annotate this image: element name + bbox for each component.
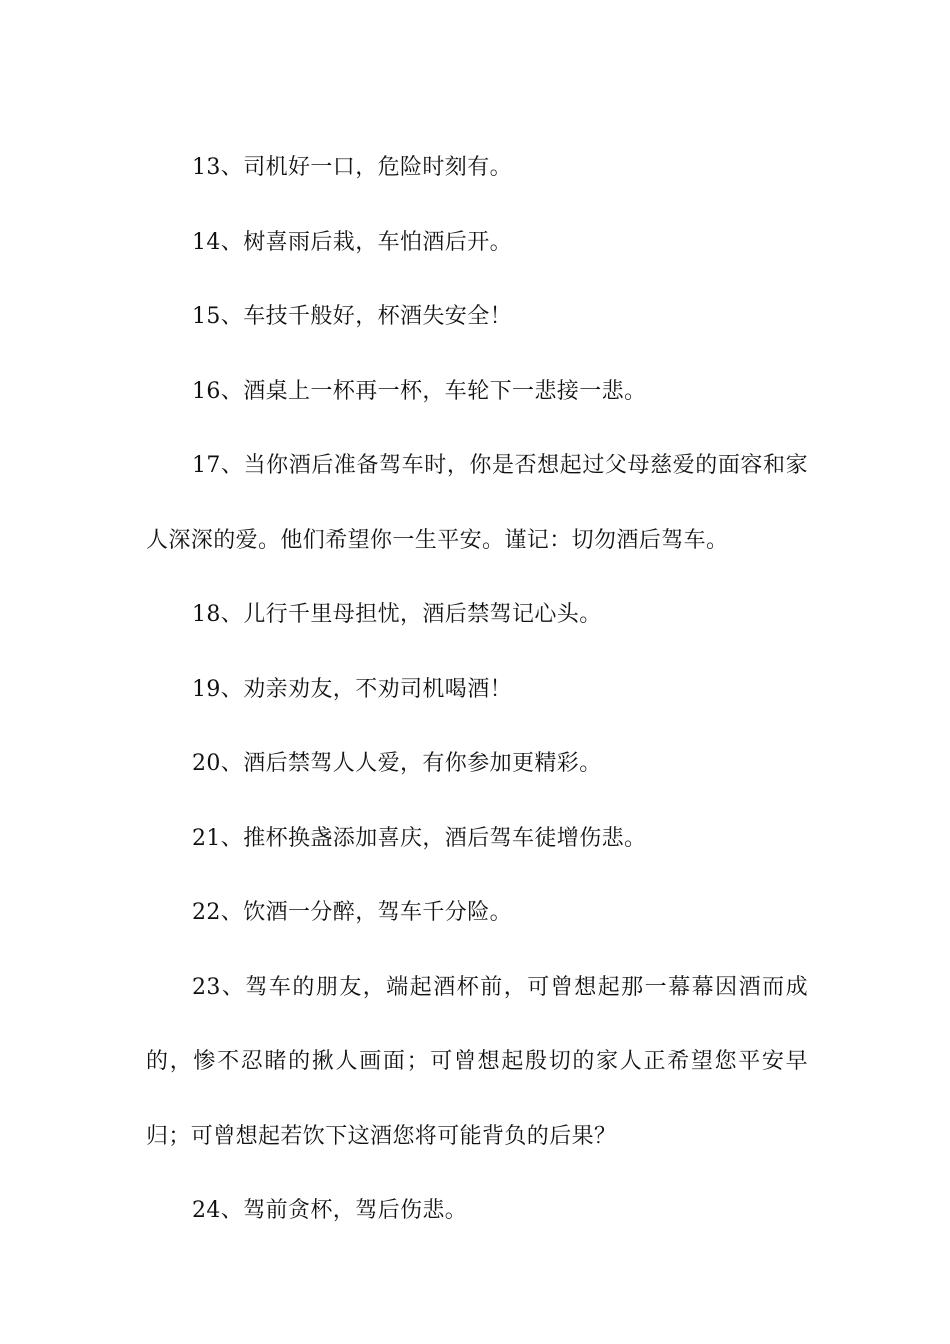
slogan-24: 24、驾前贪杯，驾后伤悲。 xyxy=(192,1198,468,1223)
slogan-18: 18、儿行千里母担忧，酒后禁驾记心头。 xyxy=(192,602,602,627)
slogan-14: 14、树喜雨后栽，车怕酒后开。 xyxy=(192,229,512,255)
slogan-13: 13、司机好一口，危险时刻有。 xyxy=(192,155,512,180)
slogan-23: 23、驾车的朋友，端起酒杯前，可曾想起那一幕幕因酒而成的，惨不忍睹的揪人画面；可曾想起殷切的家人正希望您平安早归；可曾想起若饮下这酒您将可能背负的后果？ xyxy=(146,974,808,1149)
slogan-19: 19、劝亲劝友，不劝司机喝酒！ xyxy=(192,676,512,702)
slogan-16: 16、酒桌上一杯再一杯，车轮下一悲接一悲。 xyxy=(192,378,647,404)
slogan-15: 15、车技千般好，杯酒失安全！ xyxy=(192,304,512,329)
slogan-20: 20、酒后禁驾人人爱，有你参加更精彩。 xyxy=(192,751,602,776)
slogan-17: 17、当你酒后准备驾车时，你是否想起过父母慈爱的面容和家人深深的爱。他们希望你一生平安。谨记：切勿酒后驾车。 xyxy=(146,453,808,553)
slogan-21: 21、推杯换盏添加喜庆，酒后驾车徒增伤悲。 xyxy=(192,825,647,851)
slogan-22: 22、饮酒一分醉，驾车千分险。 xyxy=(192,900,512,925)
document-body xyxy=(146,131,808,1249)
